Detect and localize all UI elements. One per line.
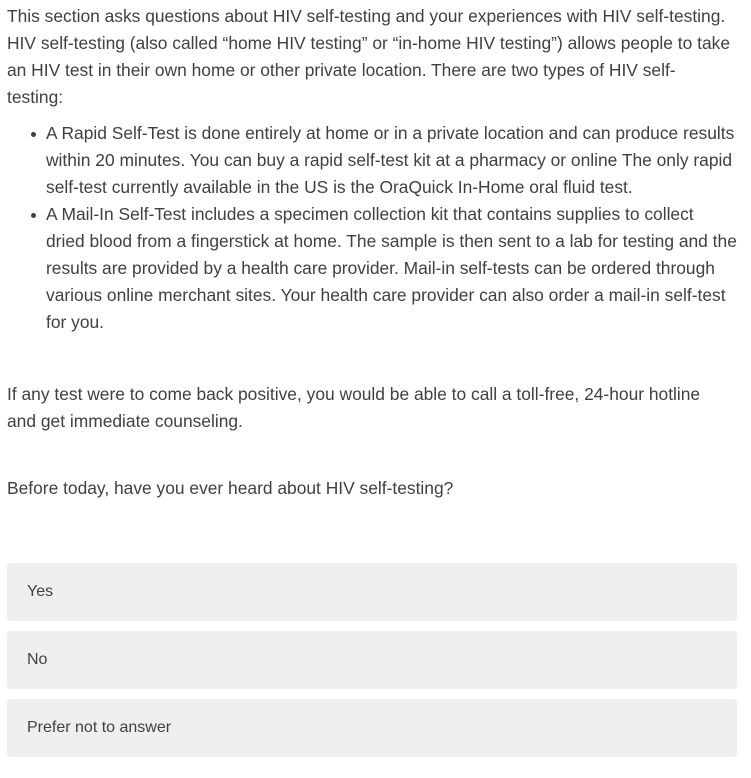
choice-label: Yes: [27, 583, 54, 600]
self-test-types-list: [0, 120, 751, 336]
question-text: Before today, have you ever heard about HIV self-testing?: [7, 478, 454, 498]
positive-result-note: If any test were to come back positive, you would be able to call a toll-free, 24-hour hotline and get immediate counseling.: [7, 384, 701, 431]
choice-yes[interactable]: [7, 563, 737, 621]
choice-prefer-not-to-answer[interactable]: [7, 699, 737, 757]
list-item-mail-in-self-test: A Mail-In Self-Test includes a specimen collection kit that contains supplies to collect dried blood from a fingerstick at home. The sample is then sent to a lab for testing and the results are provided by a health care provider. Mail-in self-tests can be ordered through various online merchant sites. Your health care provider can also order a mail-in self-test for you.: [46, 201, 737, 336]
intro-paragraph: This section asks questions about HIV self-testing and your experiences with HIV self-testing. HIV self-testing (also called “home HIV testing” or “in-home HIV testing”) allows people to take an HIV test in their own home or other private location. There are two types of HIV self-testing:: [7, 6, 730, 107]
answer-choices: [7, 563, 737, 767]
list-item-rapid-self-test: A Rapid Self-Test is done entirely at home or in a private location and can produce results within 20 minutes. You can buy a rapid self-test kit at a pharmacy or online The only rapid self-test currently available in the US is the OraQuick In-Home oral fluid test.: [46, 120, 737, 201]
choice-no[interactable]: [7, 631, 737, 689]
choice-label: Prefer not to answer: [27, 719, 172, 736]
choice-label: No: [27, 651, 48, 668]
